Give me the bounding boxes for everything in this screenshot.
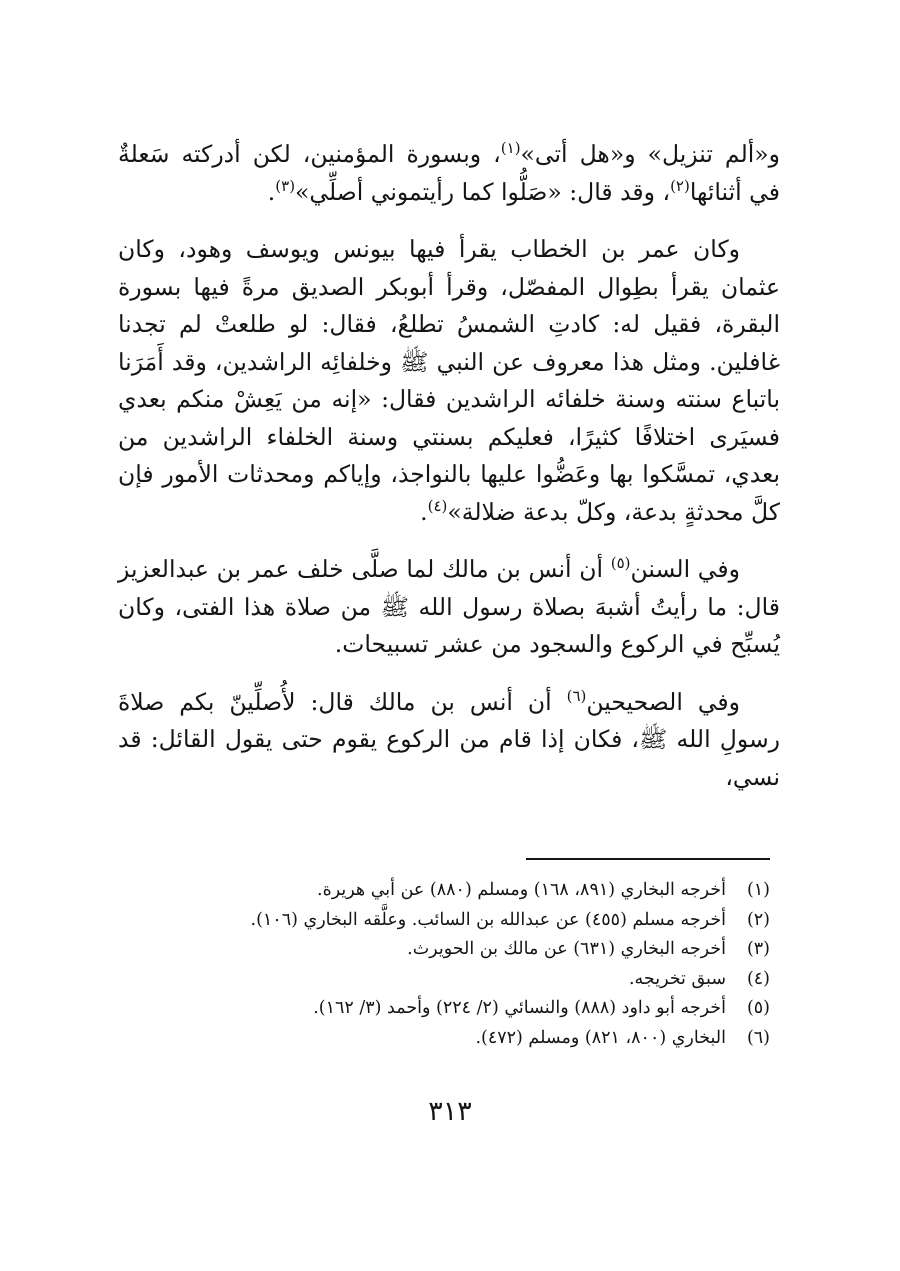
paragraph-3 bbox=[118, 551, 780, 664]
footnote-item bbox=[180, 876, 770, 906]
text-run: و«ألم تنزيل» و«هل أتى» bbox=[520, 140, 780, 168]
footnote-ref: (٤) bbox=[427, 496, 448, 515]
footnotes-list bbox=[180, 876, 770, 1053]
paragraph-1 bbox=[118, 136, 780, 211]
footnote-item bbox=[180, 1024, 770, 1054]
footnote-ref: (٣) bbox=[275, 176, 296, 195]
text-run: . bbox=[267, 177, 276, 206]
footnote-item bbox=[180, 935, 770, 965]
footnote-ref: (١) bbox=[500, 139, 521, 158]
footnote-number: (٣) bbox=[746, 939, 770, 959]
text-run: ، وبسورة المؤمنين، لكن أدركته سَعلةٌ في أثنائها bbox=[118, 140, 780, 206]
footnote-ref: (٦) bbox=[566, 686, 587, 705]
text-run: وفي السنن bbox=[630, 555, 740, 583]
text-run: ، وقد قال: «صَلُّوا كما رأيتموني أصلِّي» bbox=[295, 177, 671, 206]
footnote-text: أخرجه أبو داود (٨٨٨) والنسائي (٢/ ٢٢٤) وأحمد (٣/ ١٦٢). bbox=[313, 998, 726, 1018]
text-run: وفي الصحيحين bbox=[586, 687, 740, 716]
footnote-number: (١) bbox=[746, 880, 770, 900]
footnote-number: (٤) bbox=[746, 968, 770, 989]
footnote-ref: (٥) bbox=[610, 554, 631, 573]
footnote-number: (٢) bbox=[746, 909, 770, 930]
footnote-item bbox=[180, 906, 770, 936]
footnote-number: (٥) bbox=[746, 998, 770, 1018]
page-number: ٣١٣ bbox=[428, 1096, 472, 1127]
paragraph-4 bbox=[118, 684, 780, 797]
text-run: أن أنس بن مالك قال: لأُصلِّينّ بكم صلاةَ رسولِ الله ﷺ، فكان إذا قام من الركوع يقوم حتى يقول القائل: قد نسي، bbox=[118, 687, 780, 791]
footnote-number: (٦) bbox=[746, 1027, 770, 1048]
main-text bbox=[118, 136, 780, 796]
text-run: أن أنس بن مالك لما صلَّى خلف عمر بن عبدالعزيز قال: ما رأيتُ أشبهَ بصلاة رسول الله ﷺ من صلاة هذا الفتى، وكان يُسبِّح في الركوع والسجود من عشر تسبيحات. bbox=[118, 555, 780, 658]
footnote-text: أخرجه مسلم (٤٥٥) عن عبدالله بن السائب. وعلَّقه البخاري (١٠٦). bbox=[250, 909, 726, 930]
text-run: . bbox=[420, 497, 428, 526]
footnote-ref: (٢) bbox=[670, 176, 690, 195]
footnote-text: سبق تخريجه. bbox=[628, 968, 726, 989]
footnote-text: أخرجه البخاري (٨٩١، ١٦٨) ومسلم (٨٨٠) عن أبي هريرة. bbox=[317, 880, 726, 900]
paragraph-2 bbox=[118, 231, 780, 531]
footnote-item bbox=[180, 965, 770, 995]
footnote-separator bbox=[526, 858, 770, 860]
footnote-text: أخرجه البخاري (٦٣١) عن مالك بن الحويرث. bbox=[407, 939, 726, 959]
footnote-text: البخاري (٨٠٠، ٨٢١) ومسلم (٤٧٢). bbox=[475, 1027, 726, 1048]
footnote-item bbox=[180, 994, 770, 1024]
text-run: وكان عمر بن الخطاب يقرأ فيها بيونس ويوسف وهود، وكان عثمان يقرأ بطِوال المفصّل، وقرأ أبوبكر الصديق مرةً فيها بسورة البقرة، فقيل له: كادتِ الشمسُ تطلعُ، فقال: لو طلعتْ لم تجدنا غافلين. ومثل هذا معروف عن النبي ﷺ وخلفائِه الراشدين، وقد أَمَرَنا باتباع سنته وسنة خلفائه الراشدين فقال: «إنه من يَعِشْ منكم بعدي فسيَرى اختلافًا كثيرًا، فعليكم بسنتي وسنة الخلفاء الراشدين من بعدي، تمسَّكوا بها وعَضُّوا عليها بالنواجذ، وإياكم ومحدثات الأمور فإن كلَّ محدثةٍ بدعة، وكلّ بدعة ضلالة» bbox=[118, 235, 780, 526]
